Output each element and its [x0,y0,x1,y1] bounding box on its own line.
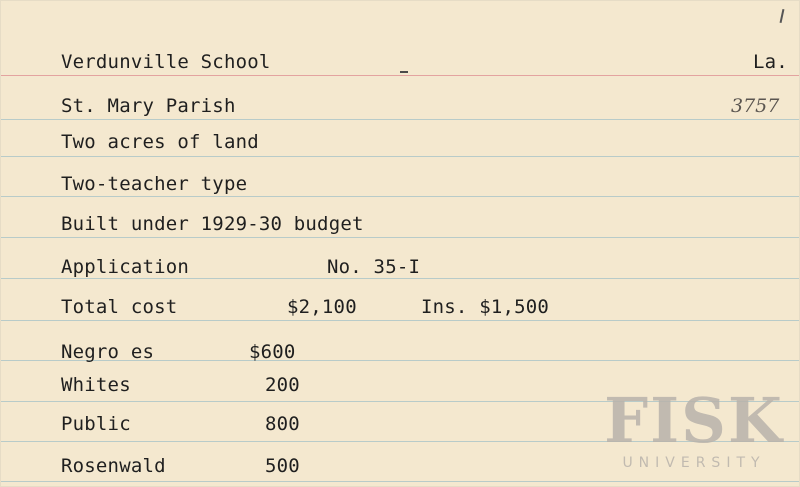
total-cost-label: Total cost [61,296,178,318]
ruled-line [1,320,800,321]
ruled-line [1,119,800,120]
ink-dash [400,71,408,73]
application-label: Application [61,256,190,278]
contribution-label: Rosenwald [61,455,166,477]
application-number: No. 35-I [327,256,421,278]
fisk-university-watermark [599,384,789,479]
school-name: Verdunville School [61,51,271,73]
state: La. [753,51,788,73]
contribution-label: Negro es [61,341,155,363]
contribution-amount: 500 [265,455,300,477]
land: Two acres of land [61,131,259,153]
contribution-amount: 800 [265,413,300,435]
contribution-amount: 200 [265,374,300,396]
parish: St. Mary Parish [61,95,236,117]
corner-mark [780,9,785,23]
catalog-number: 3757 [731,95,780,117]
total-cost: $2,100 [287,296,357,318]
contribution-label: Public [61,413,131,435]
ruled-line [1,278,800,279]
contribution-amount: $600 [249,341,296,363]
ruled-line [1,196,800,197]
building-type: Two-teacher type [61,173,248,195]
ruled-line [1,237,800,238]
insurance: Ins. $1,500 [421,296,550,318]
watermark-name: FISK [604,384,784,457]
header-rule [1,75,800,76]
watermark-subtitle: UNIVERSITY [622,455,766,471]
ruled-line [1,156,800,157]
budget: Built under 1929-30 budget [61,213,364,235]
ruled-line [1,481,800,482]
contribution-label: Whites [61,374,131,396]
